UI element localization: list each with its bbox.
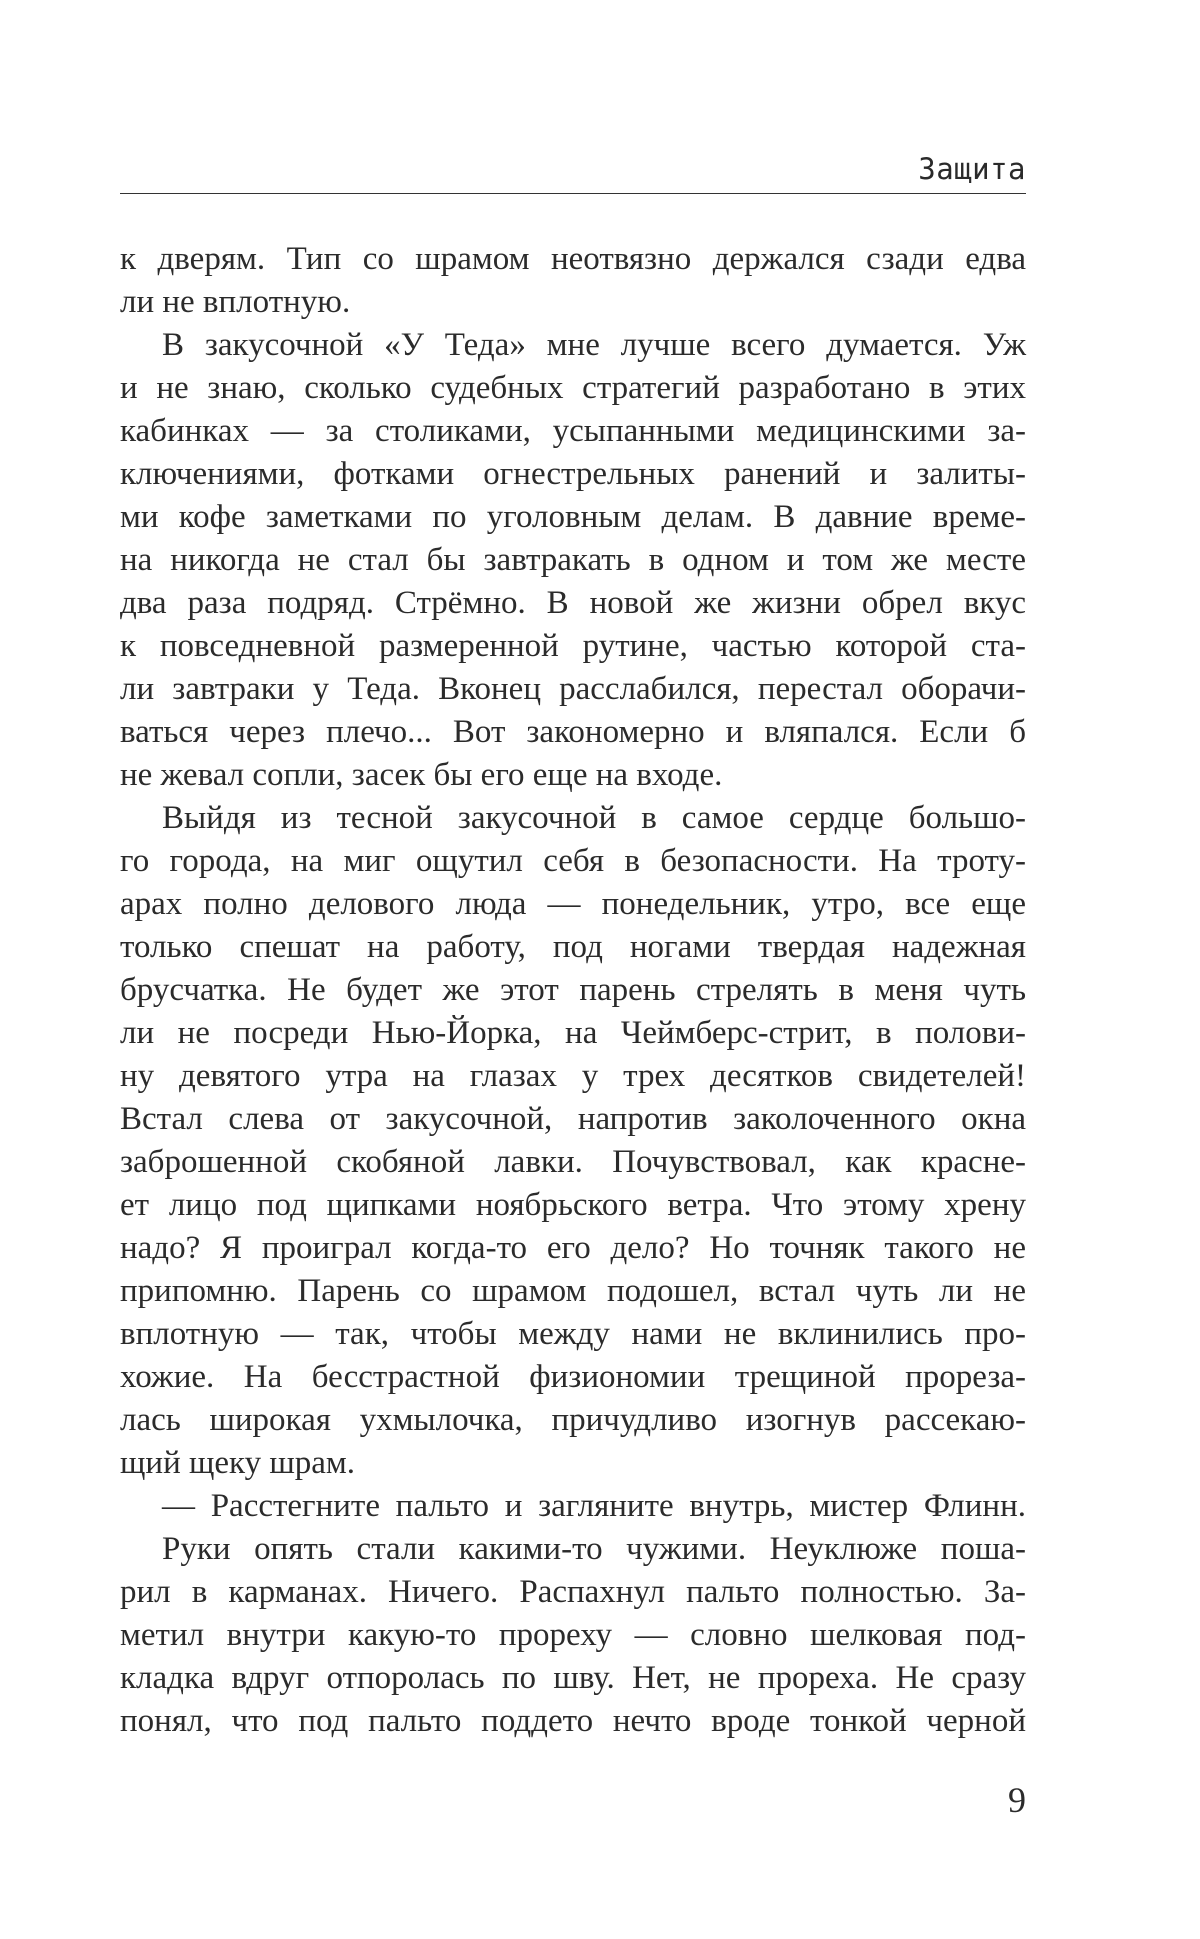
text-line: кабинках — за столиками, усыпанными медицинскими за-	[120, 413, 1026, 449]
text-line: ет лицо под щипками ноябрьского ветра. Что этому хрену	[120, 1187, 1026, 1223]
paragraph	[120, 324, 1026, 797]
text-line: на никогда не стал бы завтракать в одном и том же месте	[120, 542, 1026, 578]
text-line: припомню. Парень со шрамом подошел, встал чуть ли не	[120, 1273, 1026, 1309]
text-line: ваться через плечо... Вот закономерно и вляпался. Если б	[120, 714, 1026, 750]
text-line: ли завтраки у Теда. Вконец расслабился, перестал оборачи-	[120, 671, 1026, 707]
text-line: го города, на миг ощутил себя в безопасности. На троту-	[120, 843, 1026, 879]
text-line: ли не посреди Нью-Йорка, на Чеймберс-стрит, в полови-	[120, 1015, 1026, 1051]
running-header-title: Защита	[918, 152, 1026, 186]
page-number: 9	[1008, 1780, 1026, 1820]
text-line: — Расстегните пальто и загляните внутрь, мистер Флинн.	[162, 1488, 1026, 1524]
text-line: хожие. На бесстрастной физиономии трещиной прореза-	[120, 1359, 1026, 1395]
text-line: ми кофе заметками по уголовным делам. В давние време-	[120, 499, 1026, 535]
text-line: только спешат на работу, под ногами твердая надежная	[120, 929, 1026, 965]
text-line: ключениями, фотками огнестрельных ранений и залиты-	[120, 456, 1026, 492]
text-line: арах полно делового люда — понедельник, утро, все еще	[120, 886, 1026, 922]
paragraph	[120, 1528, 1026, 1743]
text-line: Выйдя из тесной закусочной в самое сердце большо-	[162, 800, 1026, 836]
text-line: надо? Я проиграл когда-то его дело? Но точняк такого не	[120, 1230, 1026, 1266]
text-line: не жевал сопли, засек бы его еще на входе.	[120, 757, 723, 793]
text-line: кладка вдруг отпоролась по шву. Нет, не прореха. Не сразу	[120, 1660, 1026, 1696]
text-line: и не знаю, сколько судебных стратегий разработано в этих	[120, 370, 1026, 406]
text-line: брусчатка. Не будет же этот парень стрелять в меня чуть	[120, 972, 1026, 1008]
text-line: понял, что под пальто поддето нечто вроде тонкой черной	[120, 1703, 1026, 1739]
text-line: лась широкая ухмылочка, причудливо изогнув рассекаю-	[120, 1402, 1026, 1438]
text-line: ну девятого утра на глазах у трех десятков свидетелей!	[120, 1058, 1026, 1094]
text-line: Встал слева от закусочной, напротив заколоченного окна	[120, 1101, 1026, 1137]
text-line: два раза подряд. Стрёмно. В новой же жизни обрел вкус	[120, 585, 1026, 621]
text-body	[120, 238, 1026, 1743]
text-line: ли не вплотную.	[120, 284, 351, 320]
text-line: вплотную — так, чтобы между нами не вклинились про-	[120, 1316, 1026, 1352]
text-line: заброшенной скобяной лавки. Почувствовал, как красне-	[120, 1144, 1026, 1180]
text-line: метил внутри какую-то прореху — словно шелковая под-	[120, 1617, 1026, 1653]
text-line: Руки опять стали какими-то чужими. Неуклюже поша-	[162, 1531, 1026, 1567]
text-line: рил в карманах. Ничего. Распахнул пальто полностью. За-	[120, 1574, 1026, 1610]
paragraph-continuation	[120, 238, 1026, 324]
text-line: к дверям. Тип со шрамом неотвязно держался сзади едва	[120, 241, 1026, 277]
text-line: к повседневной размеренной рутине, частью которой ста-	[120, 628, 1026, 664]
text-line: щий щеку шрам.	[120, 1445, 356, 1481]
dialogue-paragraph	[120, 1485, 1026, 1528]
paragraph	[120, 797, 1026, 1485]
header-rule	[120, 193, 1026, 194]
text-line: В закусочной «У Теда» мне лучше всего думается. Уж	[162, 327, 1026, 363]
